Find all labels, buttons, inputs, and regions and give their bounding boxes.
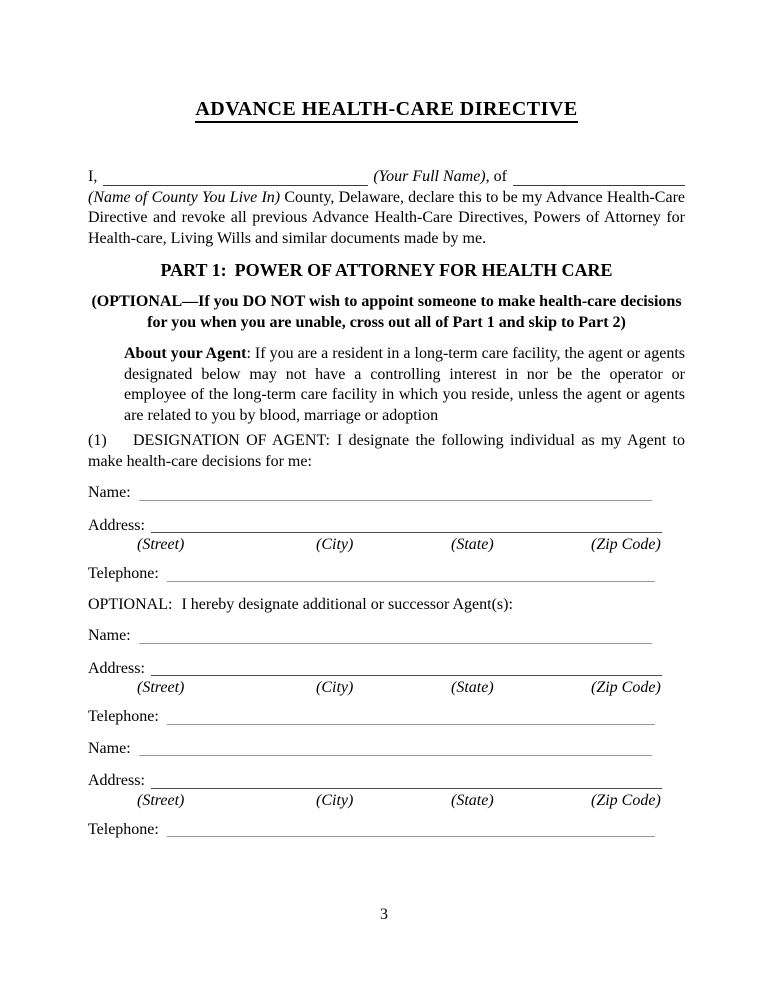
address-label: Address: xyxy=(88,772,145,789)
page-number: 3 xyxy=(380,906,388,923)
page-footer xyxy=(0,905,768,926)
page-title-text: ADVANCE HEALTH-CARE DIRECTIVE xyxy=(195,98,577,123)
address-label: Address: xyxy=(88,659,145,677)
street-hint: (Street) xyxy=(137,679,185,696)
intro-of-label: , of xyxy=(485,168,507,185)
clause-heading: DESIGNATION OF AGENT: xyxy=(133,432,330,449)
address-field-row xyxy=(88,659,662,680)
part1-heading-title: POWER OF ATTORNEY FOR HEALTH CARE xyxy=(234,260,613,280)
city-hint: (City) xyxy=(316,791,354,809)
telephone-field-row xyxy=(88,820,655,841)
intro-i-label: I, xyxy=(88,168,98,185)
intro-continuation-block xyxy=(88,188,685,250)
clause-body: I designate the following individual as my Agent to make health-care decisions for me: xyxy=(88,432,685,470)
optional-successor-text: I hereby designate additional or successor Agent(s): xyxy=(181,595,513,613)
zip-code-hint: (Zip Code) xyxy=(591,791,661,809)
name-field-row xyxy=(88,483,652,504)
name-field-row xyxy=(88,626,652,647)
county-hint: (Name of County You Live In) xyxy=(88,188,281,206)
city-hint: (City) xyxy=(316,536,354,553)
telephone-field-row xyxy=(88,564,655,585)
address-sublabels xyxy=(88,679,685,697)
name-input-line[interactable] xyxy=(139,626,652,644)
telephone-input-line[interactable] xyxy=(167,820,655,838)
about-agent-label: About your Agent xyxy=(124,345,247,362)
page-title xyxy=(88,97,685,122)
telephone-input-line[interactable] xyxy=(167,564,655,582)
address-sublabels xyxy=(88,536,685,554)
optional-successor-line xyxy=(88,595,685,616)
part1-heading-label: PART 1: xyxy=(160,260,227,280)
state-hint: (State) xyxy=(451,679,494,696)
designation-clause xyxy=(88,431,685,472)
agent-block-1 xyxy=(88,483,685,585)
telephone-input-line[interactable] xyxy=(167,707,655,725)
part1-optional-note: (OPTIONAL—If you DO NOT wish to appoint someone to make health-care decisions for you when you are unable, cross out all of Part 1 and skip to Part 2) xyxy=(91,293,682,331)
agent-block-3 xyxy=(88,739,685,841)
telephone-label: Telephone: xyxy=(88,708,159,725)
optional-successor-label: OPTIONAL: xyxy=(88,595,173,613)
telephone-label: Telephone: xyxy=(88,565,159,582)
about-agent-paragraph xyxy=(124,344,685,426)
address-label: Address: xyxy=(88,516,145,534)
address-field-row xyxy=(88,516,662,537)
intro-paragraph xyxy=(88,167,685,249)
name-label: Name: xyxy=(88,739,131,757)
address-input-line[interactable] xyxy=(151,516,662,534)
address-sublabels xyxy=(88,792,685,810)
address-input-line[interactable] xyxy=(151,659,662,677)
agent-block-2 xyxy=(88,626,685,728)
zip-code-hint: (Zip Code) xyxy=(591,536,661,553)
about-agent-text: : If you are a resident in a long-term care facility, the agent or agents designated below may not have a controlling interest in nor be the operator or employee of the long-term care facility in which you reside, unless the agent or agents are related to you by blood, marriage or adoption xyxy=(124,345,686,424)
telephone-label: Telephone: xyxy=(88,820,159,838)
address-field-row xyxy=(88,771,662,792)
state-hint: (State) xyxy=(451,791,494,809)
name-field-row xyxy=(88,739,652,760)
name-label: Name: xyxy=(88,484,131,501)
street-hint: (Street) xyxy=(137,791,185,809)
name-input-line[interactable] xyxy=(139,483,652,501)
street-hint: (Street) xyxy=(137,536,185,553)
name-input-line[interactable] xyxy=(139,739,652,757)
zip-code-hint: (Zip Code) xyxy=(591,679,661,696)
full-name-blank-line[interactable] xyxy=(103,170,368,186)
state-hint: (State) xyxy=(451,536,494,553)
full-name-hint: (Your Full Name) xyxy=(373,168,486,185)
clause-number: (1) xyxy=(88,432,107,449)
address-input-line[interactable] xyxy=(151,771,662,789)
county-blank-line[interactable] xyxy=(513,170,685,186)
part1-heading xyxy=(88,260,685,280)
telephone-field-row xyxy=(88,707,655,728)
intro-line-1 xyxy=(88,167,685,188)
intro-continuation-text: County, Delaware, declare this to be my Advance Health-Care Directive and revoke all previous Advance Health-Care Directives, Powers of Attorney for Health-care, Living Wills and similar documents made by me. xyxy=(88,188,686,247)
name-label: Name: xyxy=(88,627,131,644)
city-hint: (City) xyxy=(316,679,354,696)
